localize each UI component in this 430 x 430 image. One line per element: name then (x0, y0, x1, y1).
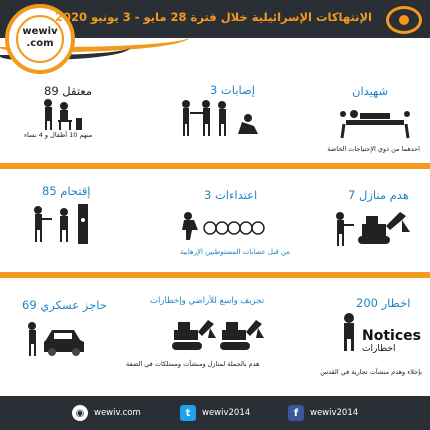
checkpoint-car-icon (24, 320, 86, 358)
footer-twitter-text: wewiv2014 (202, 408, 251, 418)
raid-icon (30, 200, 92, 246)
logo-text: wewiv .com (22, 26, 58, 49)
headline-demolitions: 7 هدم منازل (348, 188, 409, 202)
notices-label (362, 328, 421, 354)
footer-site-text: wewiv.com (94, 408, 141, 418)
section-divider (0, 163, 430, 169)
bulldozer-icon (332, 202, 412, 248)
caption-land-razing: هدم بالجملة لمنازل ومنشآت وممتلكات في الضفة (126, 360, 260, 368)
footer-site-link[interactable] (72, 405, 141, 421)
facebook-icon: f (288, 405, 304, 421)
caption-detainees: منهم 10 أطفال و 4 نساء (24, 131, 93, 139)
caption-attacks: من قبل عصابات المستوطنين الإرهابية (180, 248, 290, 256)
barbed-wire-icon (180, 204, 270, 242)
footer-facebook-text: wewiv2014 (310, 408, 359, 418)
footer-bar (0, 396, 430, 430)
headline-land-razing: تجريف واسع للأراضي وإخطارات (150, 296, 265, 306)
caption-notices: بإخلاء وهدم منشآت تجارية في القدس (320, 368, 422, 376)
notice-soldier-icon (338, 312, 360, 352)
headline-raids: 85 إقتحام (42, 184, 91, 198)
headline-checkpoints: 69 حاجز عسكري (22, 298, 107, 312)
headline-attacks: 3 اعتداءات (204, 188, 258, 202)
notices-en: Notices (362, 328, 421, 344)
headline-detainees: 89 معتقل (44, 84, 93, 98)
arrest-icon (38, 98, 88, 130)
notices-ar: اخطارات (362, 344, 396, 354)
headline-martyrs: شهيدان (352, 84, 389, 98)
caption-martyrs: احدهما من ذوي الإحتياجات الخاصة (327, 145, 420, 153)
wounded-soldiers-icon (178, 98, 260, 136)
eye-logo-icon (386, 6, 422, 34)
footer-twitter-link[interactable] (180, 405, 250, 421)
headline-notices: 200 اخطار (356, 296, 411, 310)
two-bulldozers-icon (172, 314, 268, 354)
page-title: الإنتهاكات الإسرائيلية خلال فترة 28 مايو - 3 يونيو 2020 (54, 10, 372, 24)
stretcher-icon (340, 102, 410, 140)
headline-injuries: 3 إصابات (210, 83, 255, 97)
section-divider (0, 272, 430, 278)
globe-icon: ◉ (72, 405, 88, 421)
twitter-icon: t (180, 405, 196, 421)
footer-facebook-link[interactable] (288, 405, 358, 421)
